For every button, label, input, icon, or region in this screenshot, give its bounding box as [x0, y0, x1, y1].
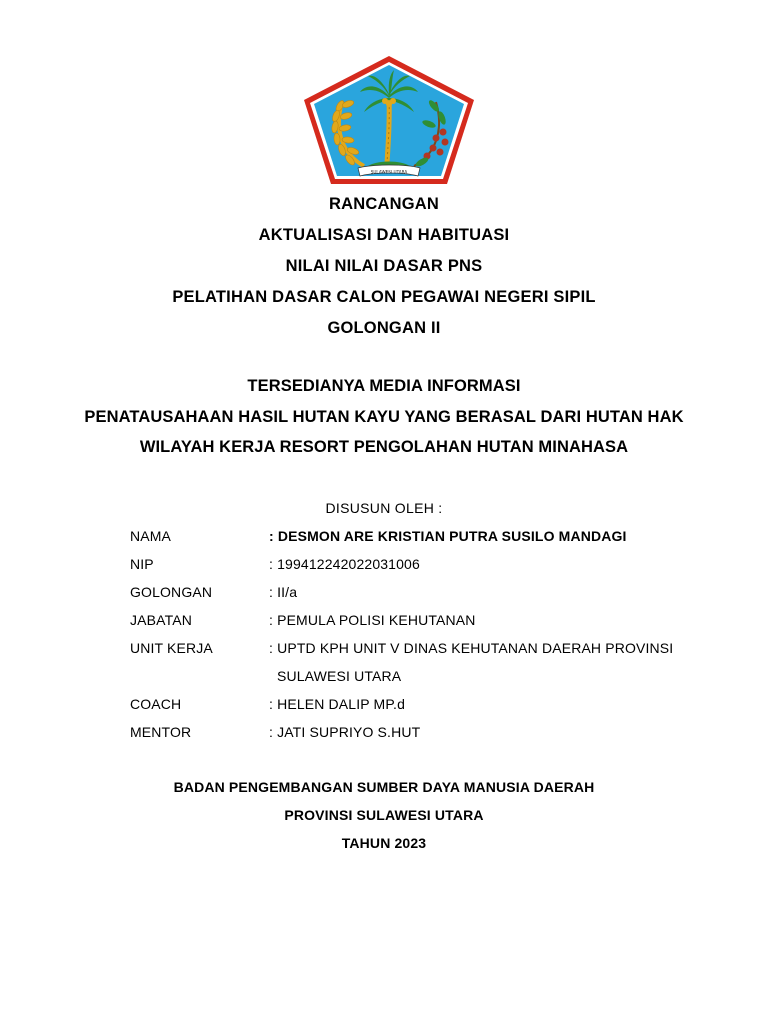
topic-line-3: WILAYAH KERJA RESORT PENGOLAHAN HUTAN MINAHASA: [139, 438, 629, 456]
info-label: MENTOR: [130, 724, 192, 740]
info-value: SULAWESI UTARA: [277, 668, 402, 684]
title-line-4: PELATIHAN DASAR CALON PEGAWAI NEGERI SIPIL: [172, 288, 596, 306]
title-line-5: GOLONGAN II: [327, 319, 441, 337]
emblem-banner: [358, 165, 420, 176]
info-label: COACH: [130, 696, 182, 712]
topic-line-1: TERSEDIANYA MEDIA INFORMASI: [247, 377, 521, 395]
info-value: : DESMON ARE KRISTIAN PUTRA SUSILO MANDAGI: [269, 528, 627, 544]
provincial-emblem: [302, 54, 476, 186]
info-value: : JATI SUPRIYO S.HUT: [269, 724, 421, 740]
footer-line-1: BADAN PENGEMBANGAN SUMBER DAYA MANUSIA DAERAH: [173, 779, 595, 795]
info-label: UNIT KERJA: [130, 640, 213, 656]
emblem-banner-text: SULAWESI UTARA: [370, 169, 408, 175]
topic-line-2: PENATAUSAHAAN HASIL HUTAN KAYU YANG BERASAL DARI HUTAN HAK: [84, 408, 684, 426]
info-value: : UPTD KPH UNIT V DINAS KEHUTANAN DAERAH PROVINSI: [269, 640, 674, 656]
info-value: : 199412242022031006: [269, 556, 420, 572]
title-line-2: AKTUALISASI DAN HABITUASI: [258, 226, 510, 244]
info-label: NAMA: [130, 528, 172, 544]
info-value: : HELEN DALIP MP.d: [269, 696, 406, 712]
title-line-3: NILAI NILAI DASAR PNS: [285, 257, 483, 275]
info-label: JABATAN: [130, 612, 192, 628]
info-value: : II/a: [269, 584, 298, 600]
info-value: : PEMULA POLISI KEHUTANAN: [269, 612, 476, 628]
author-heading: DISUSUN OLEH :: [325, 500, 443, 516]
footer-line-3: TAHUN 2023: [341, 835, 427, 851]
info-label: GOLONGAN: [130, 584, 213, 600]
info-label: NIP: [130, 556, 154, 572]
title-line-1: RANCANGAN: [329, 195, 439, 213]
footer-line-2: PROVINSI SULAWESI UTARA: [284, 807, 484, 823]
